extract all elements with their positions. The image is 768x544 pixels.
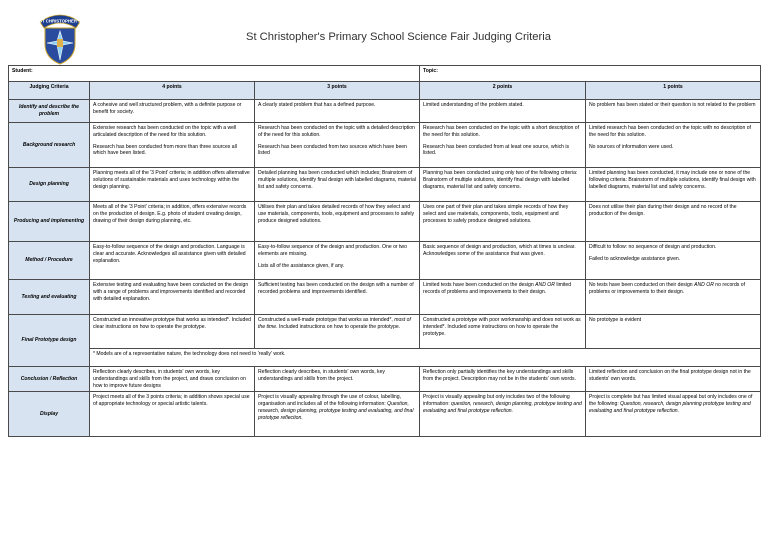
- criterion-label: Background research: [9, 123, 90, 168]
- criterion-label: Testing and evaluating: [9, 280, 90, 315]
- descriptor-paragraph: Project is visually appealing through the use of colour, labelling, organisation and includes all of the following information: Question, research, design planning, prototype testing and evaluating, and final prototype reflection.: [258, 394, 414, 421]
- descriptor-paragraph: Extensive research has been conducted on the topic with a well articulated description of the need for this solution.: [93, 125, 237, 138]
- descriptor-paragraph: Easy-to-follow sequence of the design and production. Language is clear and accurate. Acknowledges all assistance given with detailed explanation.: [93, 244, 246, 264]
- criterion-descriptor: [586, 367, 761, 392]
- page-title: St Christopher's Primary School Science Fair Judging Criteria: [246, 31, 551, 43]
- descriptor-paragraph: Utilises their plan and takes detailed records of how they select and use materials, components, tools, equipment and processes to safely produce designed solutions.: [258, 204, 415, 224]
- criterion-descriptor: [420, 202, 586, 242]
- descriptor-paragraph: Failed to acknowledge assistance given.: [589, 255, 681, 262]
- criterion-label: Producing and implementing: [9, 202, 90, 242]
- descriptor-paragraph: No sources of information were used.: [589, 143, 674, 150]
- descriptor-paragraph: Uses one part of their plan and takes simple records of how they select and use materials, components, tools, equipment and processes to safely produce designed solutions.: [423, 204, 569, 224]
- criterion-label: Identify and describe the problem: [9, 100, 90, 123]
- descriptor-paragraph: No problem has been stated or their question is not related to the problem: [589, 102, 756, 108]
- criterion-descriptor: [90, 242, 255, 280]
- criterion-descriptor: [255, 392, 420, 437]
- criterion-descriptor: [255, 242, 420, 280]
- criterion-label: Design planning: [9, 168, 90, 202]
- criterion-descriptor: [255, 280, 420, 315]
- prototype-note: * Models are of a representative nature, the technology does not need to 'really' work.: [90, 349, 761, 367]
- criterion-label: Display: [9, 392, 90, 437]
- criterion-descriptor: [586, 168, 761, 202]
- criteria-row: [9, 100, 761, 123]
- descriptor-paragraph: No prototype is evident: [589, 317, 642, 323]
- criterion-descriptor: [586, 242, 761, 280]
- criterion-descriptor: [420, 100, 586, 123]
- criteria-row: [9, 367, 761, 392]
- criterion-descriptor: [586, 202, 761, 242]
- criterion-descriptor: [420, 392, 586, 437]
- descriptor-paragraph: Constructed a well-made prototype that works as intended*, most of the time. Included instructions on how to operate the prototype.: [258, 317, 411, 330]
- criterion-descriptor: [90, 202, 255, 242]
- criterion-descriptor: [90, 100, 255, 123]
- descriptor-paragraph: Basic sequence of design and production, which at times is unclear. Acknowledges some of the assistance that was given.: [423, 244, 576, 257]
- criterion-descriptor: [255, 100, 420, 123]
- descriptor-paragraph: A clearly stated problem that has a defined purpose.: [258, 102, 376, 108]
- topic-field[interactable]: Topic:: [420, 66, 761, 82]
- descriptor-paragraph: Research has been conducted from more than three sources all which have been listed.: [93, 143, 237, 157]
- criterion-descriptor: [255, 202, 420, 242]
- column-header: 2 points: [420, 82, 586, 100]
- criterion-descriptor: [90, 280, 255, 315]
- descriptor-paragraph: Planning meets all of the '3 Point' criteria; in addition offers alternative solutions of sustainable materials and uses technology within the design planning.: [93, 170, 250, 190]
- descriptor-paragraph: Project is complete but has limited visual appeal but only includes one of the following: Question, research, design planning prototype testing and evaluating and final prototype reflection.: [589, 394, 753, 414]
- criterion-label: Final Prototype design: [9, 315, 90, 367]
- criterion-descriptor: [255, 168, 420, 202]
- criterion-descriptor: [420, 123, 586, 168]
- descriptor-paragraph: Limited tests have been conducted on the design AND OR limited records of problems and improvements to their design.: [423, 282, 572, 295]
- descriptor-paragraph: Limited research has been conducted on the topic with no description of the need for this solution.: [589, 125, 751, 138]
- descriptor-paragraph: Meets all of the '3 Point' criteria; in addition, offers extensive records on the production of design. E.g. photo of student creating design, drawing of their design during planning, etc.: [93, 204, 247, 224]
- column-header: 1 points: [586, 82, 761, 100]
- criterion-descriptor: [586, 392, 761, 437]
- criterion-label: Method / Procedure: [9, 242, 90, 280]
- descriptor-paragraph: Sufficient testing has been conducted on the design with a number of recorded problems and improvements identified.: [258, 282, 414, 295]
- criteria-row: [9, 202, 761, 242]
- descriptor-paragraph: Reflection clearly describes, in students' own words, key understandings and skills from the project, and draws conclusion on how to improve future designs: [93, 369, 246, 389]
- criterion-descriptor: [255, 315, 420, 349]
- descriptor-paragraph: Easy-to-follow sequence of the design and production. One or two elements are missing.: [258, 244, 407, 257]
- descriptor-paragraph: Research has been conducted from at least one source, which is listed.: [423, 143, 570, 157]
- criteria-row: [9, 168, 761, 202]
- criterion-descriptor: [255, 123, 420, 168]
- descriptor-paragraph: No tests have been conducted on their design AND OR no records of problems or improvements to their design.: [589, 282, 746, 295]
- criterion-descriptor: [420, 168, 586, 202]
- criterion-descriptor: [420, 242, 586, 280]
- descriptor-paragraph: Reflection clearly describes, in students' own words, key understandings and skills from the project.: [258, 369, 385, 382]
- descriptor-paragraph: Limited reflection and conclusion on the final prototype design not in the students' own words.: [589, 369, 751, 382]
- descriptor-paragraph: Difficult to follow: no sequence of design and production.: [589, 244, 717, 250]
- criterion-descriptor: [255, 367, 420, 392]
- school-logo: [30, 8, 90, 66]
- descriptor-paragraph: Project is visually appealing but only includes two of the following information: question, research, design planning, prototype testing and evaluating and final prototype reflection.: [423, 394, 582, 414]
- criteria-row: [9, 242, 761, 280]
- student-field[interactable]: Student:: [9, 66, 420, 82]
- descriptor-paragraph: Extensive testing and evaluating have been conducted on the design with a range of problems and improvements identified and recorded with detailed explanation.: [93, 282, 249, 302]
- descriptor-paragraph: Constructed an innovative prototype that works as intended*. Included clear instructions on how to operate the prototype.: [93, 317, 252, 330]
- criterion-descriptor: [586, 315, 761, 349]
- criterion-descriptor: [420, 280, 586, 315]
- criterion-label: Conclusion / Reflection: [9, 367, 90, 392]
- judging-criteria-table: [8, 65, 761, 437]
- descriptor-paragraph: Limited planning has been conducted, it may include one or none of the following criteria: Brainstorm of multiple solutions, identify final design with labelled diagrams, material list and safety concerns.: [589, 170, 756, 190]
- criteria-row: [9, 280, 761, 315]
- descriptor-paragraph: Lists all of the assistance given, if any.: [258, 262, 345, 269]
- student-topic-row: [9, 66, 761, 82]
- descriptor-paragraph: Planning has been conducted using only two of the following criteria: Brainstorm of multiple solutions, identify final design with labelled diagrams, material list and safety concerns.: [423, 170, 578, 190]
- descriptor-paragraph: Detailed planning has been conducted which includes; Brainstorm of multiple solutions, identify final design with labelled diagrams, material list and safety concerns.: [258, 170, 416, 190]
- criterion-descriptor: [586, 123, 761, 168]
- logo-text: ST CHRISTOPHER'S: [39, 18, 81, 24]
- criterion-descriptor: [586, 100, 761, 123]
- descriptor-paragraph: Limited understanding of the problem stated.: [423, 102, 524, 108]
- column-header: Judging Criteria: [9, 82, 90, 100]
- criteria-row: [9, 315, 761, 349]
- descriptor-paragraph: Research has been conducted from two sources which have been listed: [258, 143, 407, 157]
- descriptor-paragraph: Research has been conducted on the topic with a short description of the need for this solution.: [423, 125, 580, 138]
- criteria-row: [9, 392, 761, 437]
- descriptor-paragraph: A cohesive and well structured problem, with a definite purpose or benefit for society.: [93, 102, 242, 115]
- descriptor-paragraph: Research has been conducted on the topic with a detailed description of the need for this solution.: [258, 125, 415, 138]
- criterion-descriptor: [90, 367, 255, 392]
- descriptor-paragraph: Does not utilise their plan during their design and no record of the production of the design.: [589, 204, 737, 217]
- criterion-descriptor: [586, 280, 761, 315]
- descriptor-paragraph: Reflection only partially identifies the key understandings and skills from the project. Description may not be in the students' own words.: [423, 369, 577, 382]
- criterion-descriptor: [90, 123, 255, 168]
- table-header-row: [9, 82, 761, 100]
- descriptor-paragraph: Constructed a prototype with poor workmanship and does not work as intended*. Included some instructions on how to operate the prototype.: [423, 317, 581, 337]
- column-header: 4 points: [90, 82, 255, 100]
- descriptor-paragraph: Project meets all of the 3 points criteria; in addition shows special use of appropriate technology or special artistic talents.: [93, 394, 250, 408]
- criterion-descriptor: [420, 315, 586, 349]
- note-row: [9, 349, 761, 367]
- criterion-descriptor: [90, 315, 255, 349]
- criterion-descriptor: [90, 392, 255, 437]
- criterion-descriptor: [90, 168, 255, 202]
- column-header: 3 points: [255, 82, 420, 100]
- criterion-descriptor: [420, 367, 586, 392]
- criteria-row: [9, 123, 761, 168]
